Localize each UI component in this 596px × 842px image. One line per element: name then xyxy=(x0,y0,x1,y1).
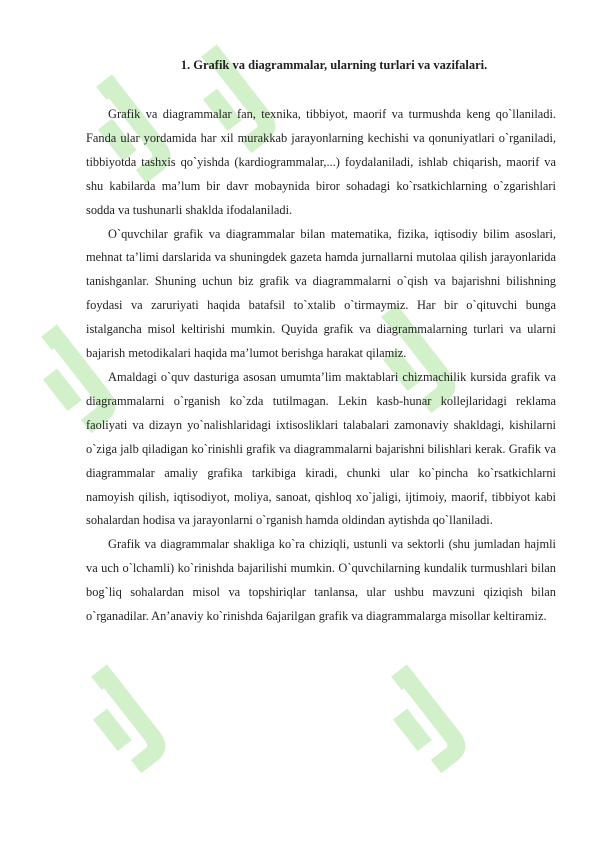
watermark-mark xyxy=(360,651,489,789)
section-heading: 1. Grafik va diagrammalar, ularning turlari va vazifalari. xyxy=(180,58,488,72)
paragraph: Grafik va diagrammalar shakliga ko`ra chiziqli, ustunli va sektorli (shu jumladan hajmli va uch o`lchamli) ko`rinishda bajarilishi mumkin. O`quvchilarning kundalik turmushlari bilan bog`liq sohalardan misol va topshiriqlar tanlansa, ular ushbu mavzuni qiziqish bilan o`rganadilar. An’anaviy ko`rinishda 6ajarilgan grafik va diagrammalarga misollar keltiramiz. xyxy=(86,537,556,624)
paragraph: O`quvchilar grafik va diagrammalar bilan matematika, fizika, iqtisodiy bilim asoslari, mehnat ta’limi darslarida va shuningdek gazeta hamda jurnallarni mutolaa qilish jarayonlarida tanishganlar. Shuning uchun biz grafik va diagrammalarni o`qish va bajarishni bilishning foydasi va zaruriyati haqida batafsil to`xtalib o`tirmaymiz. Har bir o`qituvchi bunga istalgancha misol keltirishi mumkin. Quyida grafik va diagrammalarning turlari va ularni bajarish metodikalari haqida ma’lumot berishga harakat qilamiz. xyxy=(86,226,556,361)
paragraph: Grafik va diagrammalar fan, texnika, tibbiyot, maorif va turmushda keng qo`llaniladi. Fanda ular yordamida har xil murakkab jarayonlarning kechishi va qonuniyatlari o`rganiladi, tibbiyotda tashxis qo`yishda (kardiogrammalar,...) foydalaniladi, ishlab chiqarish, maorif va shu kabilarda ma’lum bir davr mobaynida biror sohadagi ko`rsatkichlarning o`zgarishlari sodda va tushunarli shaklda ifodalaniladi. xyxy=(86,107,556,217)
paragraph: Amaldagi o`quv dasturiga asosan umumta’lim maktablari chizmachilik kursida grafik va diagrammalarni o`rganish ko`zda tutilmagan. Lekin kasb-hunar kollejlaridagi reklama faoliyati va dizayn yo`nalishlaridagi ixtisosliklari talabalari zamonaviy shakldagi, kishilarni o`ziga jalb qiladigan ko`rinishli grafik va diagrammalarni bajarishni bilishlari kerak. Grafik va diagrammalar amaliy grafika tarkibiga kiradi, chunki ular ko`pincha ko`rsatkichlarni namoyish qilish, iqtisodiyot, moliya, sanoat, qishloq xo`jaligi, ijtimoiy, maorif, tibbiyot kabi sohalardan hodisa va jarayonlarni o`rganish hamda oldindan aytishda qo`llaniladi. xyxy=(86,369,556,528)
watermark-mark xyxy=(60,651,189,789)
body-text xyxy=(86,103,556,629)
